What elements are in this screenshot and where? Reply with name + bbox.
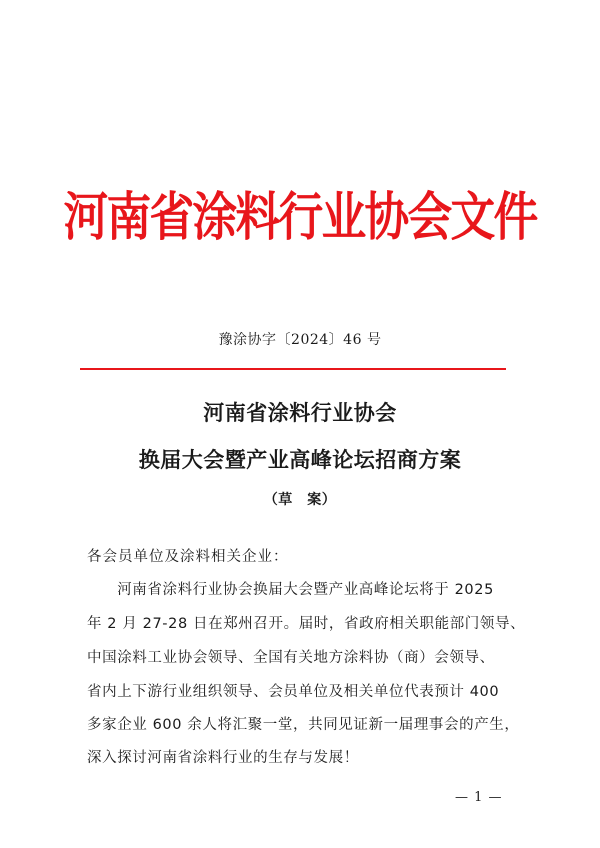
paragraph-line: 深入探讨河南省涂料行业的生存与发展！ — [87, 750, 359, 766]
title-line-2: 换届大会暨产业高峰论坛招商方案 — [138, 448, 462, 472]
masthead-title: 河南省涂料行业协会文件 — [63, 187, 537, 248]
paragraph-line: 省内上下游行业组织领导、会员单位及相关单位代表预计 400 — [87, 684, 500, 700]
red-divider-line — [80, 368, 506, 370]
draft-label: （草 案） — [263, 492, 337, 508]
paragraph-line: 多家企业 600 余人将汇聚一堂，共同见证新一届理事会的产生， — [87, 717, 520, 733]
paragraph-line: 河南省涂料行业协会换届大会暨产业高峰论坛将于 2025 — [87, 582, 494, 598]
paragraph-line: 中国涂料工业协会领导、全国有关地方涂料协（商）会领导、 — [87, 650, 495, 666]
title-line-1: 河南省涂料行业协会 — [203, 401, 397, 425]
page-number: — 1 — — [455, 790, 503, 805]
paragraph-line: 年 2 月 27-28 日在郑州召开。届时，省政府相关职能部门领导、 — [87, 616, 526, 632]
salutation: 各会员单位及涂料相关企业： — [87, 549, 289, 565]
document-number: 豫涂协字〔2024〕46 号 — [218, 332, 382, 348]
